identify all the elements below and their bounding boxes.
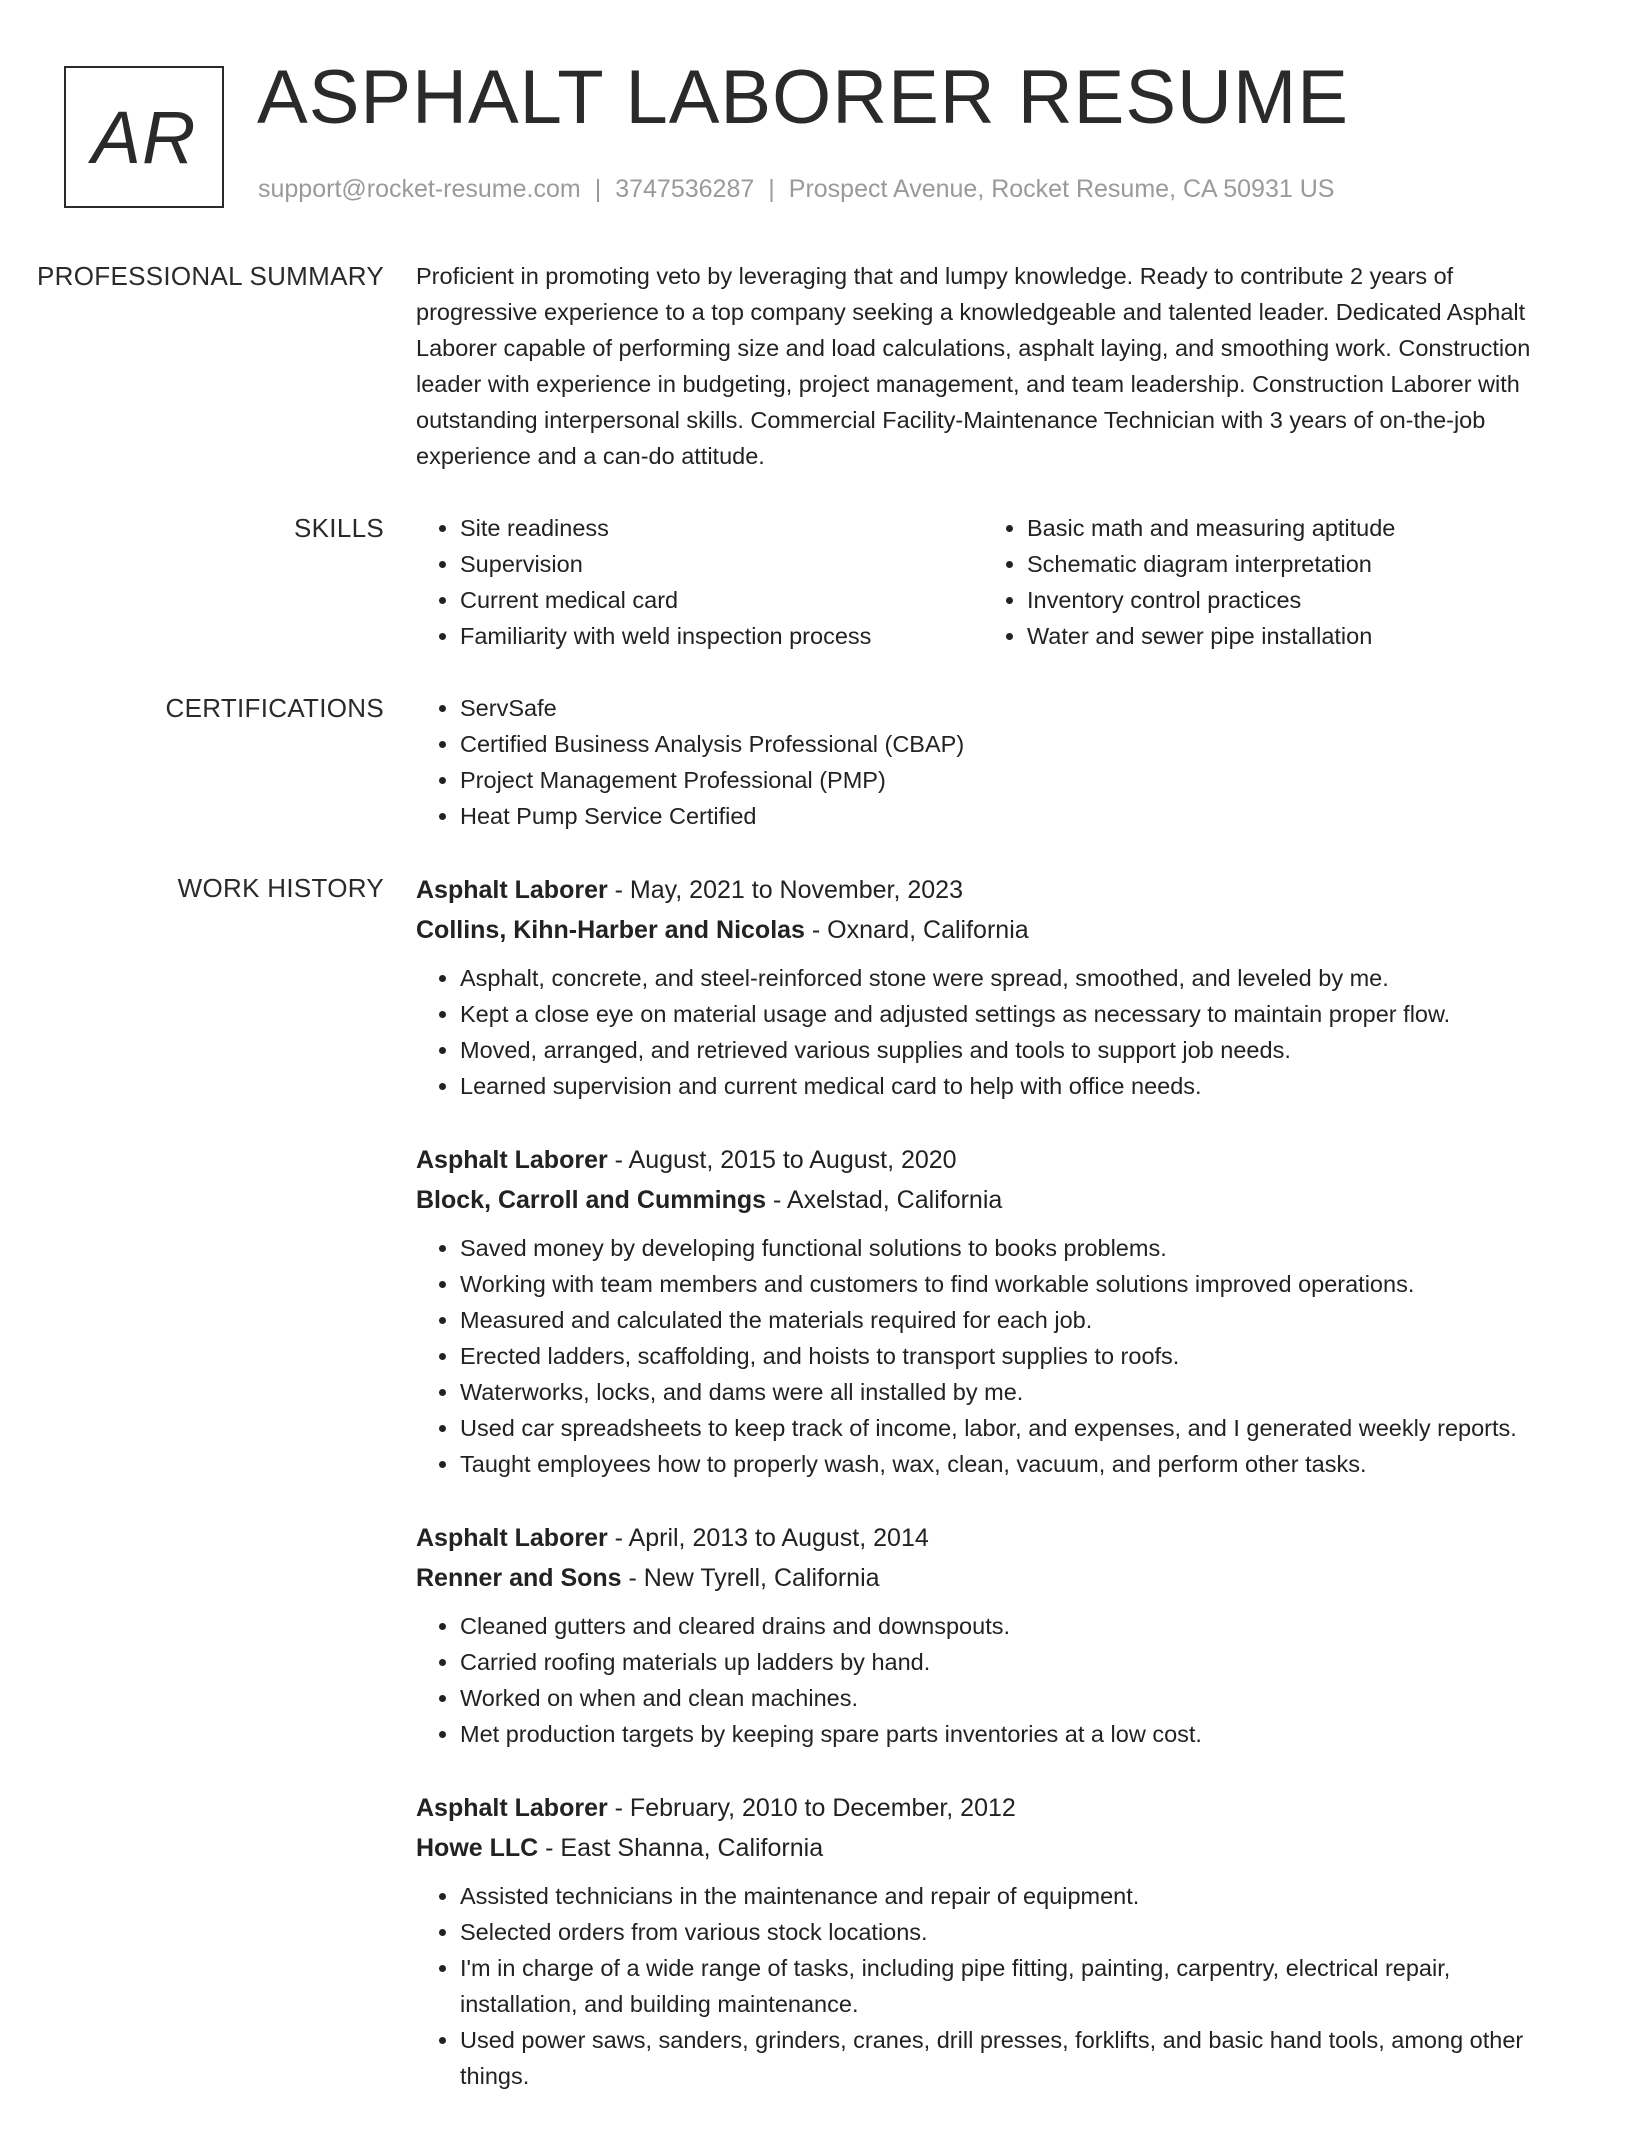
job-bullet: • Used power saws, sanders, grinders, cranes, drill presses, forklifts, and basic hand tools, among other things.	[460, 2022, 1550, 2094]
job-company: Block, Carroll and Cummings	[416, 1186, 767, 1214]
job-bullet: • Asphalt, concrete, and steel-reinforced stone were spread, smoothed, and leveled by me.	[460, 960, 1550, 996]
job-dates: - February, 2010 to December, 2012	[607, 1794, 1016, 1822]
job-bullet: • Used car spreadsheets to keep track of income, labor, and expenses, and I generated weekly reports.	[460, 1410, 1550, 1446]
job-company: Renner and Sons	[416, 1564, 622, 1592]
job-entry	[416, 1140, 1550, 1482]
job-location: - Oxnard, California	[804, 916, 1029, 944]
initials-monogram	[64, 66, 224, 208]
summary-text: Proficient in promoting veto by leveraging that and lumpy knowledge. Ready to contribute 2 years of progressive experience to a top company seeking a knowledgeable and talented leader. Dedicated Asphalt Laborer capable of performing size and load calculations, asphalt laying, and smoothing work. Construction leader with experience in budgeting, project management, and team leadership. Construction Laborer with outstanding interpersonal skills. Commercial Facility-Maintenance Technician with 3 years of on-the-job experience and a can-do attitude.	[416, 263, 1531, 469]
job-company-line	[416, 1828, 1550, 1868]
job-entry	[416, 1518, 1550, 1752]
job-location: - New Tyrell, California	[621, 1564, 880, 1592]
job-dates: - April, 2013 to August, 2014	[607, 1524, 929, 1552]
skills-list-left	[416, 510, 983, 654]
section-label: WORK HISTORY	[177, 873, 384, 903]
job-title: Asphalt Laborer	[416, 1794, 608, 1822]
contact-separator: |	[594, 175, 602, 203]
job-company-line	[416, 1180, 1550, 1220]
job-bullet: • Worked on when and clean machines.	[460, 1680, 1550, 1716]
contact-line	[258, 175, 1334, 204]
job-dates: - May, 2021 to November, 2023	[607, 876, 963, 904]
skills-list-right	[983, 510, 1550, 654]
section-work-history	[0, 870, 1632, 2094]
job-title-line	[416, 1788, 1550, 1828]
job-title-line	[416, 1518, 1550, 1558]
job-bullet: • Cleaned gutters and cleared drains and downspouts.	[460, 1608, 1550, 1644]
contact-separator: |	[768, 175, 775, 203]
section-certifications	[0, 690, 1632, 834]
job-bullet: • Saved money by developing functional solutions to books problems.	[460, 1230, 1550, 1266]
skills-grid	[416, 510, 1550, 654]
section-content	[416, 258, 1550, 474]
job-bullets	[416, 960, 1550, 1104]
skill-item: • Current medical card	[460, 582, 983, 618]
job-bullet: • Selected orders from various stock locations.	[460, 1914, 1550, 1950]
section-label: SKILLS	[294, 513, 384, 543]
job-title-line	[416, 1140, 1550, 1180]
section-label: PROFESSIONAL SUMMARY	[37, 261, 384, 291]
skill-item: • Water and sewer pipe installation	[1027, 618, 1550, 654]
job-bullet: • Met production targets by keeping spare parts inventories at a low cost.	[460, 1716, 1550, 1752]
job-bullets	[416, 1230, 1550, 1482]
job-title: Asphalt Laborer	[416, 1524, 608, 1552]
certification-item: • Heat Pump Service Certified	[460, 798, 1550, 834]
skill-item: • Supervision	[460, 546, 983, 582]
skill-item: • Schematic diagram interpretation	[1027, 546, 1550, 582]
skill-item: • Site readiness	[460, 510, 983, 546]
job-company: Collins, Kihn-Harber and Nicolas	[416, 916, 805, 944]
job-bullets	[416, 1878, 1550, 2094]
job-company-line	[416, 1558, 1550, 1598]
job-bullet: • Kept a close eye on material usage and adjusted settings as necessary to maintain proper flow.	[460, 996, 1550, 1032]
section-skills	[0, 510, 1632, 654]
contact-email[interactable]: support@rocket-resume.com	[258, 175, 581, 203]
skill-item: • Basic math and measuring aptitude	[1027, 510, 1550, 546]
job-title: Asphalt Laborer	[416, 1146, 608, 1174]
job-bullet: • Moved, arranged, and retrieved various supplies and tools to support job needs.	[460, 1032, 1550, 1068]
resume-body	[0, 258, 1632, 2130]
section-content	[416, 690, 1550, 834]
job-dates: - August, 2015 to August, 2020	[607, 1146, 957, 1174]
skill-item: • Familiarity with weld inspection process	[460, 618, 983, 654]
job-bullet: • Assisted technicians in the maintenance and repair of equipment.	[460, 1878, 1550, 1914]
contact-address: Prospect Avenue, Rocket Resume, CA 50931 US	[788, 175, 1335, 203]
certification-item: • Certified Business Analysis Professional (CBAP)	[460, 726, 1550, 762]
job-title: Asphalt Laborer	[416, 876, 608, 904]
job-title-line	[416, 870, 1550, 910]
job-entry	[416, 870, 1550, 1104]
job-bullets	[416, 1608, 1550, 1752]
job-location: - East Shanna, California	[538, 1834, 824, 1862]
job-bullet: • Learned supervision and current medical card to help with office needs.	[460, 1068, 1550, 1104]
job-bullet: • Erected ladders, scaffolding, and hoists to transport supplies to roofs.	[460, 1338, 1550, 1374]
certification-item: • Project Management Professional (PMP)	[460, 762, 1550, 798]
initials-text: AR	[91, 95, 197, 179]
job-company-line	[416, 910, 1550, 950]
job-location: - Axelstad, California	[766, 1186, 1003, 1214]
job-bullet: • Waterworks, locks, and dams were all installed by me.	[460, 1374, 1550, 1410]
job-company: Howe LLC	[416, 1834, 539, 1862]
certifications-list	[416, 690, 1550, 834]
job-bullet: • Carried roofing materials up ladders by hand.	[460, 1644, 1550, 1680]
section-professional-summary	[0, 258, 1632, 474]
job-bullet: • Working with team members and customers to find workable solutions improved operations.	[460, 1266, 1550, 1302]
skill-item: • Inventory control practices	[1027, 582, 1550, 618]
job-bullet: • Measured and calculated the materials required for each job.	[460, 1302, 1550, 1338]
job-bullet: • Taught employees how to properly wash, wax, clean, vacuum, and perform other tasks.	[460, 1446, 1550, 1482]
resume-title: ASPHALT LABORER RESUME	[257, 55, 1349, 140]
section-label: CERTIFICATIONS	[165, 693, 384, 723]
job-bullet: • I'm in charge of a wide range of tasks, including pipe fitting, painting, carpentry, electrical repair, installation, and building maintenance.	[460, 1950, 1550, 2022]
certification-item: • ServSafe	[460, 690, 1550, 726]
section-content	[416, 870, 1550, 2094]
job-entry	[416, 1788, 1550, 2094]
contact-phone[interactable]: 3747536287	[615, 175, 755, 203]
